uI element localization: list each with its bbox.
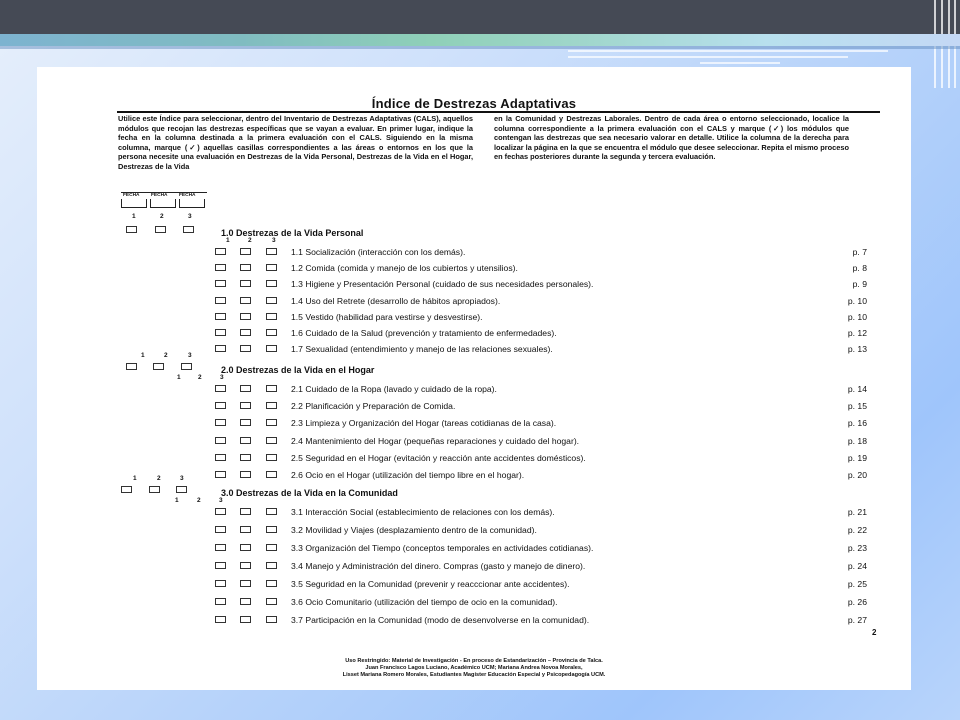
column-number: 2 bbox=[157, 475, 161, 482]
module-checkbox[interactable] bbox=[215, 580, 226, 587]
module-checkbox[interactable] bbox=[266, 264, 277, 271]
footer-line: Juan Francisco Lagos Luciano, Académico UCM; Mariana Andrea Novoa Morales, bbox=[365, 665, 583, 671]
module-page-ref: p. 13 bbox=[847, 344, 867, 355]
module-page-ref: p. 20 bbox=[847, 470, 867, 480]
column-number: 2 bbox=[248, 237, 252, 244]
date-field bbox=[121, 199, 147, 208]
module-checkbox[interactable] bbox=[240, 280, 251, 287]
column-number: 1 bbox=[133, 475, 137, 482]
module-checkbox[interactable] bbox=[266, 297, 277, 304]
area-checkbox[interactable] bbox=[155, 226, 166, 233]
module-checkbox[interactable] bbox=[215, 329, 226, 336]
module-page-ref: p. 8 bbox=[852, 263, 867, 274]
module-checkbox[interactable] bbox=[240, 385, 251, 392]
module-label: 3.5 Seguridad en la Comunidad (prevenir y reacccionar ante accidentes). bbox=[291, 579, 570, 589]
module-checkbox[interactable] bbox=[240, 402, 251, 409]
module-checkbox[interactable] bbox=[266, 598, 277, 605]
module-checkbox[interactable] bbox=[215, 345, 226, 352]
module-checkbox[interactable] bbox=[266, 471, 277, 478]
module-label: 3.4 Manejo y Administración del dinero. Compras (gasto y manejo de dinero). bbox=[291, 561, 586, 571]
module-page-ref: p. 14 bbox=[847, 384, 867, 394]
instructions-right: en la Comunidad y Destrezas Laborales. Dentro de cada área o entorno seleccionado, localice la columna correspondiente a la primera evaluación con el CALS y marque (✓) los módulos que contengan las destrezas que sea necesario valorar en detalle. Utilice la columna de la derecha para localizar la página en la que se encuentra el módulo que desee seleccionar. Repita el mismo proceso en fechas posteriores durante la segunda y tercera evaluación. bbox=[494, 114, 849, 161]
module-checkbox[interactable] bbox=[266, 313, 277, 320]
slide-deco-line bbox=[700, 62, 780, 64]
module-checkbox[interactable] bbox=[240, 616, 251, 623]
module-checkbox[interactable] bbox=[215, 526, 226, 533]
module-checkbox[interactable] bbox=[215, 598, 226, 605]
module-checkbox[interactable] bbox=[240, 329, 251, 336]
module-checkbox[interactable] bbox=[215, 248, 226, 255]
module-label: 1.1 Socialización (interacción con los demás). bbox=[291, 247, 466, 257]
module-page-ref: p. 16 bbox=[847, 418, 867, 429]
column-number: 1 bbox=[175, 497, 179, 504]
area-checkbox[interactable] bbox=[153, 363, 164, 370]
module-checkbox[interactable] bbox=[240, 471, 251, 478]
area-checkbox[interactable] bbox=[183, 226, 194, 233]
module-page-ref: p. 23 bbox=[847, 543, 867, 553]
module-checkbox[interactable] bbox=[215, 385, 226, 392]
module-label: 1.4 Uso del Retrete (desarrollo de hábitos apropiados). bbox=[291, 295, 501, 306]
module-page-ref: p. 22 bbox=[847, 525, 867, 535]
module-checkbox[interactable] bbox=[266, 419, 277, 426]
module-page-ref: p. 9 bbox=[852, 279, 867, 290]
module-label: 2.6 Ocio en el Hogar (utilización del tiempo libre en el hogar). bbox=[291, 470, 525, 480]
module-checkbox[interactable] bbox=[215, 280, 226, 287]
date-label: FECHA bbox=[151, 193, 168, 198]
module-checkbox[interactable] bbox=[240, 562, 251, 569]
module-label: 2.4 Mantenimiento del Hogar (pequeñas reparaciones y cuidado del hogar). bbox=[291, 435, 580, 446]
module-page-ref: p. 10 bbox=[847, 295, 867, 306]
area-checkbox[interactable] bbox=[126, 226, 137, 233]
column-number: 1 bbox=[141, 352, 145, 359]
module-checkbox[interactable] bbox=[266, 454, 277, 461]
module-label: 3.3 Organización del Tiempo (conceptos temporales en actividades cotidianas). bbox=[291, 543, 594, 553]
module-page-ref: p. 21 bbox=[847, 507, 867, 517]
column-number: 3 bbox=[219, 497, 223, 504]
module-label: 2.3 Limpieza y Organización del Hogar (tareas cotidianas de la casa). bbox=[291, 418, 557, 429]
module-checkbox[interactable] bbox=[266, 437, 277, 444]
module-label: 1.3 Higiene y Presentación Personal (cuidado de sus necesidades personales). bbox=[291, 279, 594, 290]
module-checkbox[interactable] bbox=[240, 437, 251, 444]
module-label: 2.2 Planificación y Preparación de Comida. bbox=[291, 401, 456, 412]
module-page-ref: p. 19 bbox=[847, 452, 867, 463]
instructions-left: Utilice este Índice para seleccionar, dentro del Inventario de Destrezas Adaptativas (CALS), aquellos módulos que recojan las destrezas específicas que se vayan a evaluar. En primer lugar, indique la fecha en la columna destinada a la primera evaluación con el CALS. Siguiendo en la misma columna, marque (✓) aquellas casillas correspondientes a las áreas o entornos en los que la persona necesite una evaluación en Destrezas de la Vida Personal, Destrezas de la Vida en el Hogar, Destrezas de la Vida bbox=[118, 114, 473, 171]
module-page-ref: p. 7 bbox=[852, 247, 867, 257]
document-footer bbox=[37, 658, 911, 679]
module-checkbox[interactable] bbox=[266, 616, 277, 623]
module-checkbox[interactable] bbox=[215, 313, 226, 320]
module-checkbox[interactable] bbox=[266, 345, 277, 352]
column-number: 3 bbox=[272, 237, 276, 244]
module-checkbox[interactable] bbox=[266, 280, 277, 287]
module-checkbox[interactable] bbox=[215, 419, 226, 426]
column-number: 1 bbox=[226, 237, 230, 244]
module-checkbox[interactable] bbox=[240, 345, 251, 352]
area-checkbox[interactable] bbox=[121, 486, 132, 493]
module-checkbox[interactable] bbox=[240, 580, 251, 587]
module-label: 3.6 Ocio Comunitario (utilización del tiempo de ocio en la comunidad). bbox=[291, 597, 558, 607]
column-number: 2 bbox=[164, 352, 168, 359]
module-label: 2.1 Cuidado de la Ropa (lavado y cuidado de la ropa). bbox=[291, 384, 497, 394]
footer-line: Uso Restringido: Material de Investigación - En proceso de Estandarización – Provincia de Talca. bbox=[345, 658, 603, 664]
module-page-ref: p. 26 bbox=[847, 597, 867, 607]
module-checkbox[interactable] bbox=[240, 526, 251, 533]
module-label: 1.2 Comida (comida y manejo de los cubiertos y utensilios). bbox=[291, 263, 518, 274]
module-checkbox[interactable] bbox=[266, 385, 277, 392]
module-label: 1.6 Cuidado de la Salud (prevención y tratamiento de enfermedades). bbox=[291, 328, 557, 338]
slide-accent-band bbox=[0, 34, 960, 46]
module-checkbox[interactable] bbox=[266, 508, 277, 515]
module-label: 1.7 Sexualidad (entendimiento y manejo de las relaciones sexuales). bbox=[291, 344, 553, 355]
module-checkbox[interactable] bbox=[215, 454, 226, 461]
date-label: FECHA bbox=[179, 193, 196, 198]
area-checkbox[interactable] bbox=[176, 486, 187, 493]
module-checkbox[interactable] bbox=[215, 437, 226, 444]
column-number: 3 bbox=[180, 475, 184, 482]
module-checkbox[interactable] bbox=[240, 544, 251, 551]
module-checkbox[interactable] bbox=[240, 598, 251, 605]
document-title: Índice de Destrezas Adaptativas bbox=[371, 96, 577, 111]
module-checkbox[interactable] bbox=[266, 544, 277, 551]
column-number: 3 bbox=[188, 213, 192, 220]
module-checkbox[interactable] bbox=[215, 264, 226, 271]
column-number: 2 bbox=[160, 213, 164, 220]
module-page-ref: p. 10 bbox=[847, 311, 867, 322]
module-checkbox[interactable] bbox=[266, 402, 277, 409]
module-page-ref: p. 12 bbox=[847, 328, 867, 338]
module-label: 3.7 Participación en la Comunidad (modo de desenvolverse en la comunidad). bbox=[291, 615, 590, 625]
module-checkbox[interactable] bbox=[240, 313, 251, 320]
module-checkbox[interactable] bbox=[240, 419, 251, 426]
module-checkbox[interactable] bbox=[240, 264, 251, 271]
module-checkbox[interactable] bbox=[266, 580, 277, 587]
slide-accent-line bbox=[0, 46, 960, 49]
column-number: 1 bbox=[132, 213, 136, 220]
module-checkbox[interactable] bbox=[215, 297, 226, 304]
area-checkbox[interactable] bbox=[149, 486, 160, 493]
module-page-ref: p. 27 bbox=[847, 615, 867, 625]
column-number: 2 bbox=[197, 497, 201, 504]
section-title: 1.0 Destrezas de la Vida Personal bbox=[221, 228, 364, 238]
title-rule bbox=[117, 111, 880, 113]
module-page-ref: p. 25 bbox=[847, 579, 867, 589]
page-number: 2 bbox=[872, 628, 877, 637]
area-checkbox[interactable] bbox=[181, 363, 192, 370]
module-checkbox[interactable] bbox=[240, 508, 251, 515]
column-number: 2 bbox=[198, 374, 202, 381]
module-checkbox[interactable] bbox=[266, 329, 277, 336]
module-checkbox[interactable] bbox=[215, 562, 226, 569]
module-label: 2.5 Seguridad en el Hogar (evitación y reacción ante accidentes domésticos). bbox=[291, 452, 586, 463]
module-checkbox[interactable] bbox=[240, 248, 251, 255]
date-field bbox=[150, 199, 176, 208]
section-title: 3.0 Destrezas de la Vida en la Comunidad bbox=[221, 488, 398, 498]
slide-header-bar bbox=[0, 0, 960, 34]
module-checkbox[interactable] bbox=[240, 454, 251, 461]
date-label: FECHA bbox=[123, 193, 140, 198]
column-number: 3 bbox=[220, 374, 224, 381]
module-checkbox[interactable] bbox=[215, 616, 226, 623]
module-checkbox[interactable] bbox=[215, 544, 226, 551]
module-checkbox[interactable] bbox=[266, 526, 277, 533]
module-checkbox[interactable] bbox=[266, 562, 277, 569]
slide-deco-line bbox=[568, 56, 848, 58]
module-label: 1.5 Vestido (habilidad para vestirse y desvestirse). bbox=[291, 311, 483, 322]
module-page-ref: p. 15 bbox=[847, 401, 867, 412]
module-checkbox[interactable] bbox=[215, 402, 226, 409]
date-field bbox=[179, 199, 205, 208]
module-checkbox[interactable] bbox=[266, 248, 277, 255]
slide-deco-line bbox=[568, 50, 888, 52]
module-checkbox[interactable] bbox=[215, 508, 226, 515]
module-label: 3.1 Interacción Social (establecimiento de relaciones con los demás). bbox=[291, 507, 555, 517]
column-number: 3 bbox=[188, 352, 192, 359]
module-checkbox[interactable] bbox=[215, 471, 226, 478]
module-label: 3.2 Movilidad y Viajes (desplazamiento dentro de la comunidad). bbox=[291, 525, 537, 535]
scanned-document-page bbox=[37, 67, 911, 690]
column-number: 1 bbox=[177, 374, 181, 381]
footer-line: Lisset Mariana Romero Morales, Estudiantes Magíster Educación Especial y Psicopedagogía UCM. bbox=[342, 672, 606, 678]
module-checkbox[interactable] bbox=[240, 297, 251, 304]
module-page-ref: p. 24 bbox=[847, 561, 867, 571]
module-page-ref: p. 18 bbox=[847, 435, 867, 446]
area-checkbox[interactable] bbox=[126, 363, 137, 370]
section-title: 2.0 Destrezas de la Vida en el Hogar bbox=[221, 365, 375, 375]
